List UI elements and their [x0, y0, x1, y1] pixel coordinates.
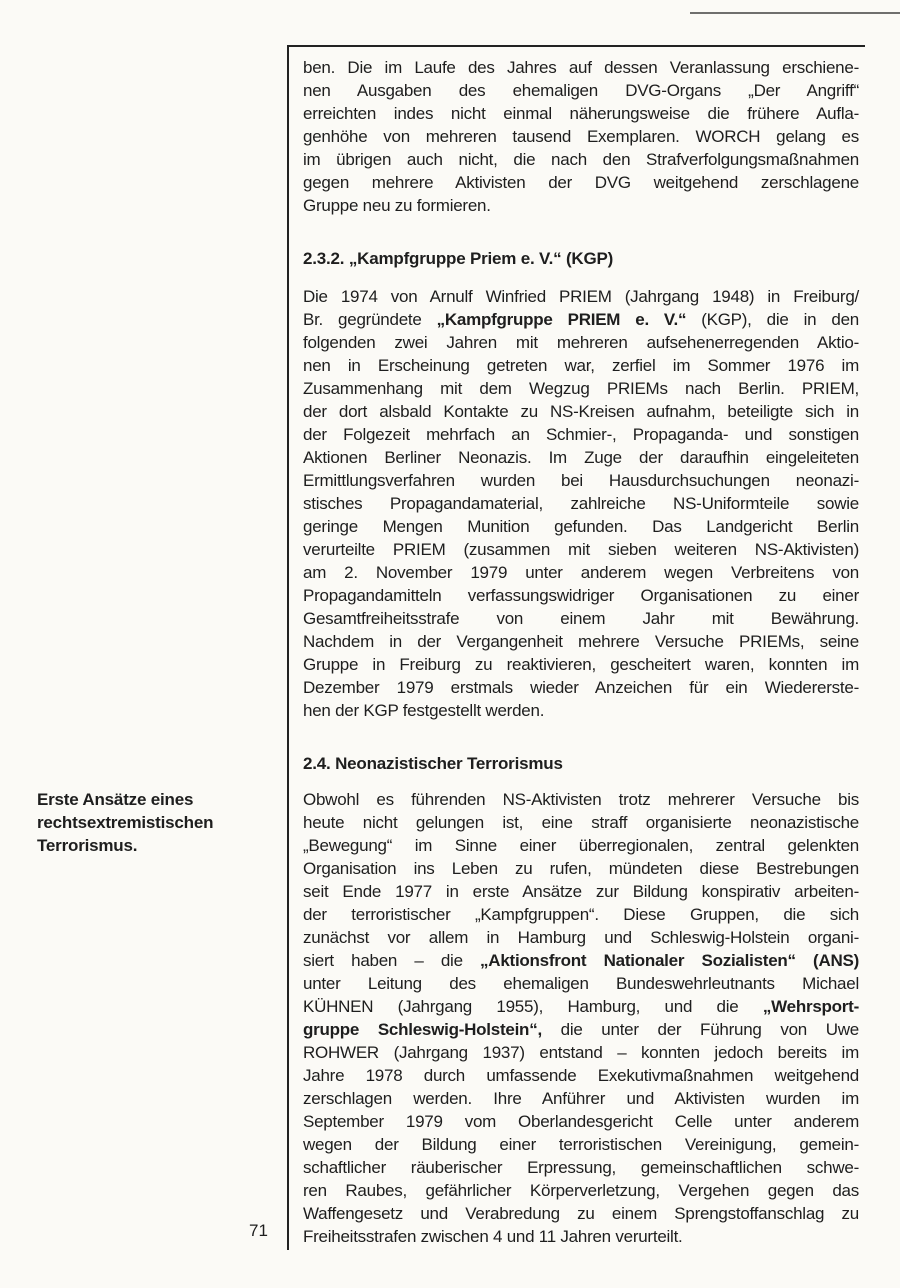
text-line [303, 446, 859, 469]
text: verurteilte PRIEM (zusammen mit sieben weiteren NS-Aktivisten) [303, 540, 859, 559]
text-line [303, 676, 859, 699]
text: folgenden zwei Jahren mit mehreren aufsehenerregenden Aktio- [303, 333, 859, 352]
text-line [303, 285, 859, 308]
text: heute nicht gelungen ist, eine straff organisierte neonazistische [303, 813, 859, 832]
text-line [303, 308, 859, 331]
text: geringe Mengen Munition gefunden. Das Landgericht Berlin [303, 517, 859, 536]
paragraph-kgp [303, 285, 859, 722]
text-line [303, 194, 859, 217]
text: KÜHNEN (Jahrgang 1955), Hamburg, und die [303, 997, 763, 1016]
bold-text: gruppe Schleswig-Holstein“, [303, 1020, 542, 1039]
text-line [303, 469, 859, 492]
text: Zusammenhang mit dem Wegzug PRIEMs nach Berlin. PRIEM, [303, 379, 859, 398]
text-line [303, 148, 859, 171]
text-line [303, 857, 859, 880]
paragraph-terrorismus [303, 788, 859, 1248]
text-line [303, 1110, 859, 1133]
text: Br. gegründete [303, 310, 437, 329]
text: schaftlicher räuberischer Erpressung, gemeinschaftlichen schwe- [303, 1158, 859, 1177]
text: stisches Propagandamaterial, zahlreiche NS-Uniformteile sowie [303, 494, 859, 513]
text-line [303, 1064, 859, 1087]
text-line [303, 423, 859, 446]
text: ren Raubes, gefährlicher Körperverletzung, Vergehen gegen das [303, 1181, 859, 1200]
text-line [303, 834, 859, 857]
text-line [303, 492, 859, 515]
text-line [303, 699, 859, 722]
text-line [303, 400, 859, 423]
text-line [303, 1041, 859, 1064]
text-line [303, 903, 859, 926]
margin-note-line: Erste Ansätze eines [37, 790, 194, 809]
text-line [303, 1179, 859, 1202]
text-line [303, 1225, 859, 1248]
bold-text: „Wehrsport- [762, 997, 859, 1016]
text: Gesamtfreiheitsstrafe von einem Jahr mit Bewährung. [303, 609, 859, 628]
text-line [303, 1133, 859, 1156]
text-line [303, 926, 859, 949]
text-line [303, 102, 859, 125]
text-line [303, 972, 859, 995]
text: seit Ende 1977 in erste Ansätze zur Bildung konspirativ arbeiten- [303, 882, 859, 901]
text: Nachdem in der Vergangenheit mehrere Versuche PRIEMs, seine [303, 632, 859, 651]
text-line [303, 1156, 859, 1179]
text: der Folgezeit mehrfach an Schmier-, Propaganda- und sonstigen [303, 425, 859, 444]
column-rule [287, 45, 289, 1250]
bold-text: „Aktionsfront Nationaler Sozialisten“ (ANS) [480, 951, 859, 970]
text-line [303, 79, 859, 102]
text: Gruppe neu zu formieren. [303, 196, 491, 215]
text-line [303, 377, 859, 400]
text: ben. Die im Laufe des Jahres auf dessen Veranlassung erschiene- [303, 58, 859, 77]
text-line [303, 630, 859, 653]
text-line [303, 1018, 859, 1041]
text: nen Ausgaben des ehemaligen DVG-Organs „Der Angriff“ [303, 81, 859, 100]
text: „Bewegung“ im Sinne einer überregionalen, zentral gelenkten [303, 836, 859, 855]
text-line [303, 584, 859, 607]
text: zerschlagen werden. Ihre Anführer und Aktivisten wurden im [303, 1089, 859, 1108]
text: der terroristischer „Kampfgruppen“. Diese Gruppen, die sich [303, 905, 859, 924]
text: Aktionen Berliner Neonazis. Im Zuge der daraufhin eingeleiteten [303, 448, 859, 467]
text: erreichten indes nicht einmal näherungsweise die frühere Aufla- [303, 104, 859, 123]
text-line [303, 607, 859, 630]
text: Propagandamitteln verfassungswidriger Organisationen zu einer [303, 586, 859, 605]
text: ROHWER (Jahrgang 1937) entstand – konnten jedoch bereits im [303, 1043, 859, 1062]
text: Gruppe in Freiburg zu reaktivieren, gescheitert waren, konnten im [303, 655, 859, 674]
text: Obwohl es führenden NS-Aktivisten trotz mehrerer Versuche bis [303, 790, 859, 809]
text-line [303, 788, 859, 811]
text: Jahre 1978 durch umfassende Exekutivmaßnahmen weitgehend [303, 1066, 859, 1085]
text-line [303, 171, 859, 194]
text: Die 1974 von Arnulf Winfried PRIEM (Jahrgang 1948) in Freiburg/ [303, 287, 859, 306]
text-line [303, 1202, 859, 1225]
text-line [303, 125, 859, 148]
text-line [303, 811, 859, 834]
text-line [303, 653, 859, 676]
text: siert haben – die [303, 951, 481, 970]
text-line [303, 538, 859, 561]
text: Dezember 1979 erstmals wieder Anzeichen für ein Wiedererste- [303, 678, 859, 697]
text-line [303, 354, 859, 377]
text: hen der KGP festgestellt werden. [303, 701, 545, 720]
text: Organisation ins Leben zu rufen, mündeten diese Bestrebungen [303, 859, 859, 878]
text: genhöhe von mehreren tausend Exemplaren. WORCH gelang es [303, 127, 859, 146]
text-line [303, 1087, 859, 1110]
margin-note-line: Terrorismus. [37, 836, 138, 855]
text: Waffengesetz und Verabredung zu einem Sprengstoffanschlag zu [303, 1204, 859, 1223]
text: gegen mehrere Aktivisten der DVG weitgehend zerschlagene [303, 173, 859, 192]
text-line [303, 949, 859, 972]
text-line [303, 995, 859, 1018]
text-line [303, 561, 859, 584]
paragraph-continuation [303, 56, 859, 217]
text: am 2. November 1979 unter anderem wegen Verbreitens von [303, 563, 859, 582]
page-edge-line [690, 12, 900, 14]
margin-note-line: rechtsextremistischen [37, 813, 214, 832]
text: unter Leitung des ehemaligen Bundeswehrleutnants Michael [303, 974, 859, 993]
text: der dort alsbald Kontakte zu NS-Kreisen aufnahm, beteiligte sich in [303, 402, 859, 421]
text: (KGP), die in den [686, 310, 859, 329]
text: September 1979 vom Oberlandesgericht Celle unter anderem [303, 1112, 859, 1131]
bold-text: „Kampfgruppe PRIEM e. V.“ [436, 310, 687, 329]
text: wegen der Bildung einer terroristischen Vereinigung, gemein- [303, 1135, 859, 1154]
header-rule [287, 45, 865, 47]
page-number: 71 [249, 1221, 268, 1240]
text: Ermittlungsverfahren wurden bei Hausdurchsuchungen neonazi- [303, 471, 859, 490]
text: die unter der Führung von Uwe [541, 1020, 859, 1039]
text-line [303, 515, 859, 538]
text-line [303, 880, 859, 903]
text: nen in Erscheinung getreten war, zerfiel im Sommer 1976 im [303, 356, 859, 375]
margin-note [37, 788, 213, 857]
text-line [303, 331, 859, 354]
section-heading-kgp: 2.3.2. „Kampfgruppe Priem e. V.“ (KGP) [303, 249, 614, 268]
section-heading-terrorismus: 2.4. Neonazistischer Terrorismus [303, 754, 563, 773]
text: zunächst vor allem in Hamburg und Schleswig-Holstein organi- [303, 928, 859, 947]
text-line [303, 56, 859, 79]
text: im übrigen auch nicht, die nach den Strafverfolgungsmaßnahmen [303, 150, 859, 169]
text: Freiheitsstrafen zwischen 4 und 11 Jahren verurteilt. [303, 1227, 683, 1246]
